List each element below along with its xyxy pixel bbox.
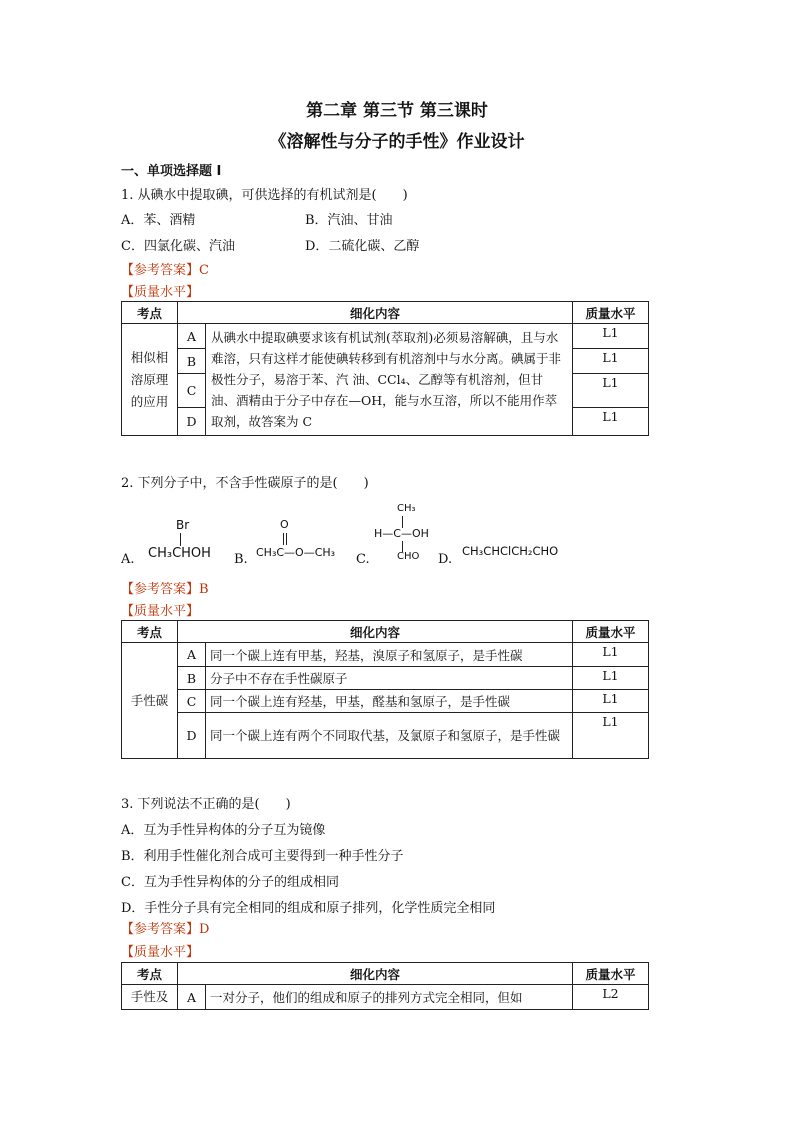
table-header-kaodian: 考点 <box>122 963 178 985</box>
mol-a-br: Br <box>176 518 190 532</box>
mol-b-bond-2 <box>286 533 287 545</box>
q3-option-b: B．利用手性催化剂合成可主要得到一种手性分子 <box>121 849 404 864</box>
mol-c-cho: CHO <box>397 551 420 562</box>
mol-a-main: CH₃CHOH <box>148 546 211 561</box>
q2-answer: 【参考答案】B <box>121 582 209 597</box>
q3-answer: 【参考答案】D <box>121 922 210 937</box>
section-heading: 一、单项选择题 I <box>121 164 222 179</box>
q1-option-b: B．汽油、甘油 <box>305 213 393 228</box>
q2-label-a: A. <box>121 552 135 567</box>
q1-kaodian-cell: 相似相溶原理的应用 <box>122 324 178 436</box>
mol-a-bond <box>180 533 181 546</box>
q3-level-a: L2 <box>573 985 649 1010</box>
q1-level-d: L1 <box>573 408 649 436</box>
q2-label-c: C. <box>356 552 370 567</box>
table-header-level: 质量水平 <box>573 302 649 324</box>
q2-level-d: L1 <box>573 713 649 759</box>
q1-opt-b: B <box>178 349 206 374</box>
q3-content-a: 一对分子，他们的组成和原子的排列方式完全相同，但如 <box>206 985 573 1010</box>
q2-content-d: 同一个碳上连有两个不同取代基，及氯原子和氢原子，是手性碳 <box>206 713 573 759</box>
q3-opt-a: A <box>178 985 206 1010</box>
table-header-content: 细化内容 <box>178 302 573 324</box>
q2-stem: 2. 下列分子中，不含手性碳原子的是( ) <box>121 476 369 491</box>
q2-level-c: L1 <box>573 690 649 713</box>
q1-option-d: D．二硫化碳、乙醇 <box>305 239 420 254</box>
mol-c-mid: H—C—OH <box>374 527 429 540</box>
q2-opt-d: D <box>178 713 206 759</box>
q1-quality-label: 【质量水平】 <box>121 285 200 300</box>
q1-opt-d: D <box>178 408 206 436</box>
q3-kaodian-cell: 手性及 <box>122 985 178 1010</box>
q2-content-a: 同一个碳上连有甲基，羟基，溴原子和氢原子，是手性碳 <box>206 643 573 667</box>
q2-level-a: L1 <box>573 643 649 667</box>
q2-opt-b: B <box>178 667 206 690</box>
q2-opt-c: C <box>178 690 206 713</box>
table-header-content: 细化内容 <box>178 963 573 985</box>
q3-quality-table <box>121 962 649 1010</box>
q1-level-c: L1 <box>573 374 649 408</box>
q2-quality-table <box>121 620 649 759</box>
q3-option-a: A．互为手性异构体的分子互为镜像 <box>121 823 326 838</box>
q1-stem: 1. 从碘水中提取碘，可供选择的有机试剂是( ) <box>121 188 408 203</box>
q1-content-cell: 从碘水中提取碘要求该有机试剂(萃取剂)必须易溶解碘，且与水难溶，只有这样才能使碘转移到有机溶剂中与水分离。碘属于非 极性分子，易溶于苯、汽 油、CCl₄、乙醇等有机溶剂，但甘油、酒精由于分子中存在—OH，能与水互溶，所以不能用作萃取剂，故答案为 C <box>206 324 573 436</box>
q1-quality-table <box>121 301 649 436</box>
q1-opt-c: C <box>178 374 206 408</box>
q1-level-b: L1 <box>573 349 649 374</box>
title-line-2: 《溶解性与分子的手性》作业设计 <box>269 132 525 152</box>
mol-b-o: O <box>280 518 289 531</box>
q2-quality-label: 【质量水平】 <box>121 604 200 619</box>
q2-content-c: 同一个碳上连有羟基，甲基，醛基和氢原子，是手性碳 <box>206 690 573 713</box>
table-header-kaodian: 考点 <box>122 621 178 643</box>
q2-label-d: D. <box>438 552 453 567</box>
title-line-1: 第二章 第三节 第三课时 <box>306 101 488 121</box>
q1-level-a: L1 <box>573 324 649 349</box>
q1-opt-a: A <box>178 324 206 349</box>
mol-d: CH₃CHClCH₂CHO <box>462 544 559 558</box>
q1-option-c: C．四氯化碳、汽油 <box>121 239 235 254</box>
mol-b-bond-1 <box>283 533 284 545</box>
table-header-content: 细化内容 <box>178 621 573 643</box>
table-header-level: 质量水平 <box>573 963 649 985</box>
q1-answer: 【参考答案】C <box>121 263 209 278</box>
table-header-level: 质量水平 <box>573 621 649 643</box>
q3-option-c: C．互为手性异构体的分子的组成相同 <box>121 875 339 890</box>
q3-stem: 3. 下列说法不正确的是( ) <box>121 797 291 812</box>
q2-content-b: 分子中不存在手性碳原子 <box>206 667 573 690</box>
q3-quality-label: 【质量水平】 <box>121 945 200 960</box>
q2-opt-a: A <box>178 643 206 667</box>
mol-c-ch3: CH₃ <box>397 503 416 514</box>
q2-kaodian-cell: 手性碳 <box>122 643 178 759</box>
q3-option-d: D．手性分子具有完全相同的组成和原子排列，化学性质完全相同 <box>121 901 496 916</box>
q2-level-b: L1 <box>573 667 649 690</box>
mol-b-main: CH₃C—O—CH₃ <box>256 546 336 559</box>
q1-option-a: A．苯、酒精 <box>121 213 196 228</box>
table-header-kaodian: 考点 <box>122 302 178 324</box>
q2-label-b: B. <box>234 552 248 567</box>
